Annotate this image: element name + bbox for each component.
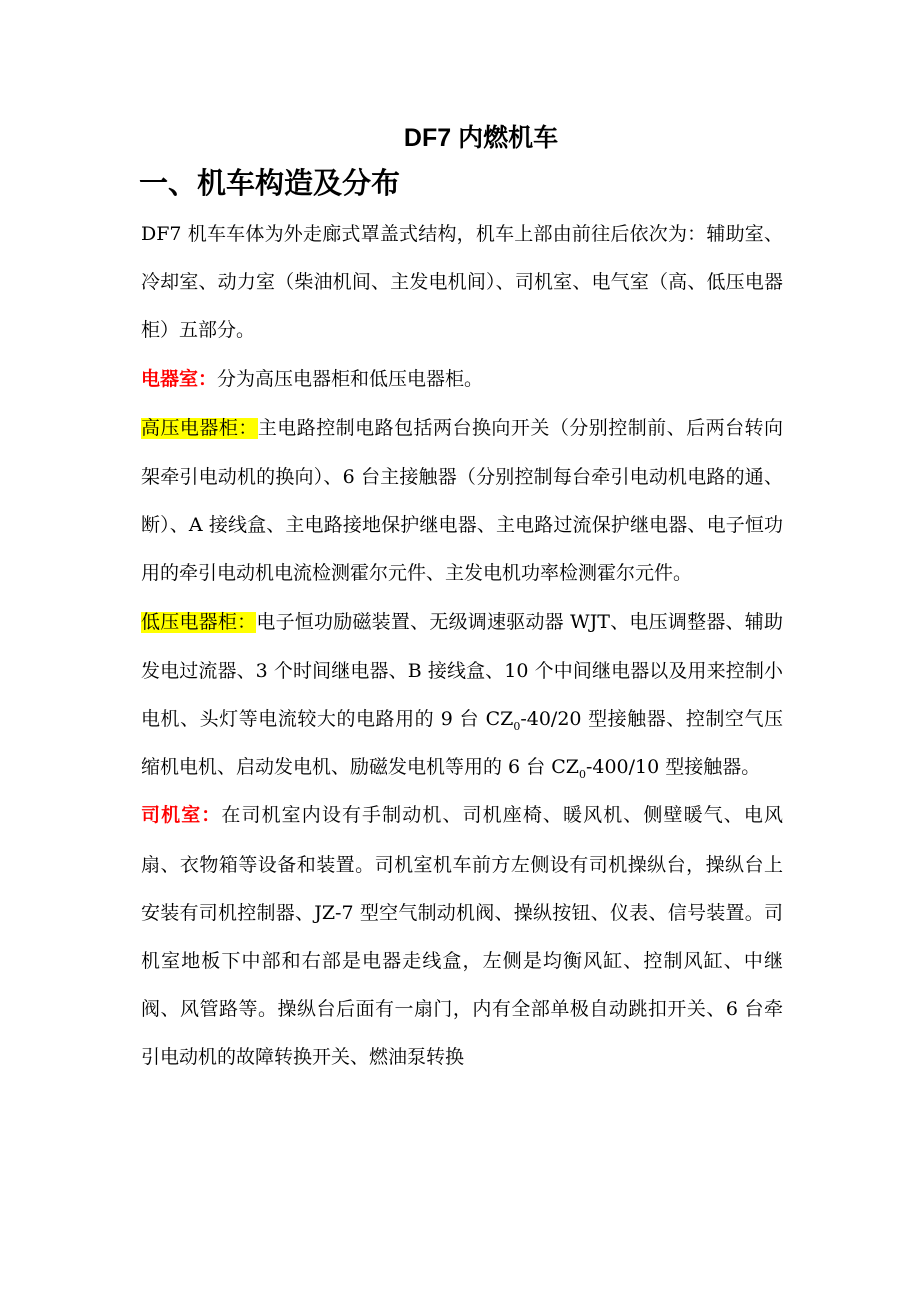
electrical-room-text: 分为高压电器柜和低压电器柜。 [217,367,484,390]
high-voltage-label: 高压电器柜： [141,417,258,439]
section-heading: 一、机车构造及分布 [139,168,401,200]
low-voltage-text-3: -400/10 型接触器。 [585,756,761,779]
subscript-zero: 0 [578,768,586,782]
document-title: DF7 内燃机车 [403,124,559,152]
high-voltage-text: 主电路控制电路包括两台换向开关（分别控制前、后两台转向架牵引电动机的换向）、6 台主接触器（分别控制每台牵引电动机电路的通、断）、A 接线盒、主电路接地保护继电器、主电路过流保护继电器、电子恒功用的牵引电动机电流检测霍尔元件、主发电机功率检测霍尔元件。 [141,416,783,585]
electrical-room-paragraph [141,355,783,404]
low-voltage-label: 低压电器柜： [141,611,257,633]
low-voltage-text-1: 电子恒功励磁装置、无级调速驱动器 WJT、电压调整器、辅助发电过流器、3 个时间继电器、B 接线盒、10 个中间继电器以及用来控制小电机、头灯等电流较大的电路用的 9 台 CZ [141,610,783,731]
high-voltage-paragraph [141,404,783,598]
electrical-room-label: 电器室： [141,368,218,390]
document-page [141,118,783,1082]
driver-cab-text: 在司机室内设有手制动机、司机座椅、暖风机、侧壁暖气、电风扇、衣物箱等设备和装置。司机室机车前方左侧设有司机操纵台，操纵台上安装有司机控制器、JZ-7 型空气制动机阀、操纵按钮、仪表、信号装置。司机室地板下中部和右部是电器走线盒，左侧是均衡风缸、控制风缸、中继阀、风管路等。操纵台后面有一扇门，内有全部单极自动跳扣开关、6 台牵引电动机的故障转换开关、燃油泵转换 [141,804,783,1069]
subscript-zero: 0 [513,719,521,733]
driver-cab-paragraph [141,791,783,1081]
driver-cab-label: 司机室： [141,805,222,827]
low-voltage-text-2: -40/20 型接触器、控制空气压缩机电机、启动发电机、励磁发电机等用的 6 台 CZ [141,708,784,779]
intro-paragraph: DF7 机车车体为外走廊式罩盖式结构，机车上部由前往后依次为：辅助室、冷却室、动力室（柴油机间、主发电机间）、司机室、电气室（高、低压电器柜）五部分。 [141,223,783,342]
low-voltage-paragraph [141,598,783,792]
